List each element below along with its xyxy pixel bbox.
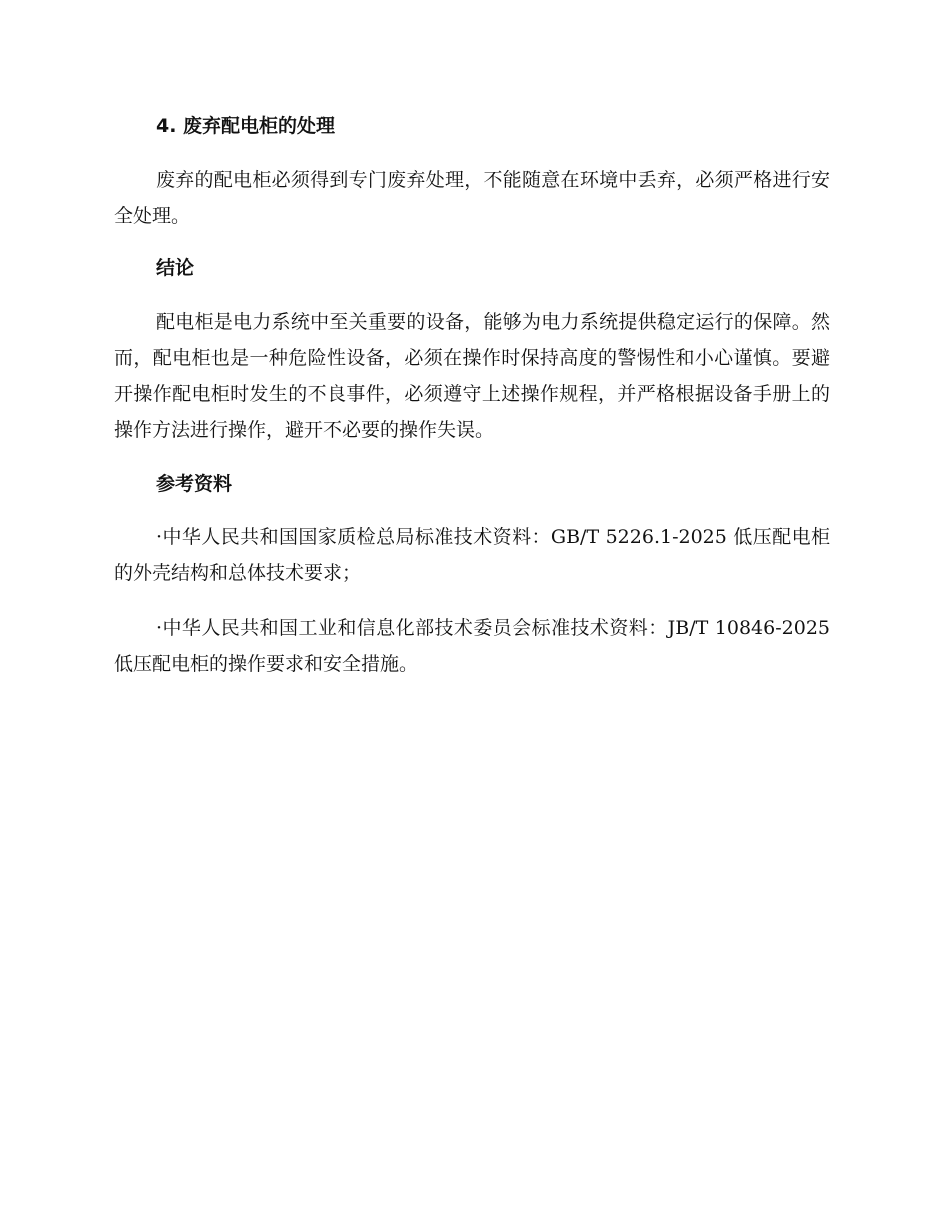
section-heading-conclusion: 结论 — [156, 257, 195, 279]
section-heading-references: 参考资料 — [156, 473, 233, 495]
reference-item: ·中华人民共和国国家质检总局标准技术资料：GB/T 5226.1-2025 低压配电柜的外壳结构和总体技术要求； — [114, 526, 830, 584]
section-heading-disposal: 4. 废弃配电柜的处理 — [156, 115, 336, 137]
document-body — [114, 110, 830, 682]
section-paragraph-conclusion: 配电柜是电力系统中至关重要的设备，能够为电力系统提供稳定运行的保障。然而，配电柜也是一种危险性设备，必须在操作时保持高度的警惕性和小心谨慎。要避开操作配电柜时发生的不良事件，必须遵守上述操作规程，并严格根据设备手册上的操作方法进行操作，避开不必要的操作失误。 — [114, 311, 830, 441]
section-paragraph-disposal: 废弃的配电柜必须得到专门废弃处理，不能随意在环境中丢弃，必须严格进行安全处理。 — [114, 169, 830, 227]
reference-item: ·中华人民共和国工业和信息化部技术委员会标准技术资料：JB/T 10846-2025 低压配电柜的操作要求和安全措施。 — [114, 617, 830, 675]
